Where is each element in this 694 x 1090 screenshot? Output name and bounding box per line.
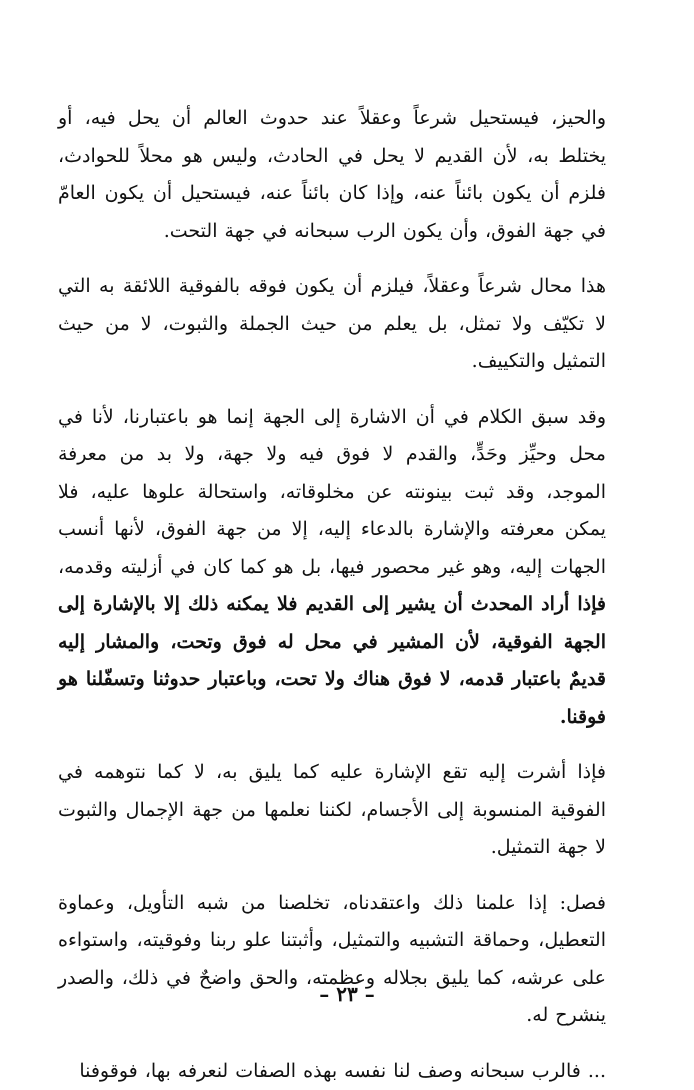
paragraph-5-text: إذا علمنا ذلك واعتقدناه، تخلصنا من شبه التأويل، وعماوة التعطيل، وحماقة التشبيه والتمثيل، وأثبتنا علو ربنا وفوقيته، واستواءه على عرشه، كما يليق بجلاله وعظمته، والحق واضحٌ في ذلك، والصدر ينشرح له. xyxy=(58,892,606,1027)
paragraph-3 xyxy=(58,399,606,737)
paragraph-2: هذا محال شرعاً وعقلاً، فيلزم أن يكون فوقه بالفوقية اللائقة به التي لا تكيّف ولا تمثل، بل يعلم من حيث الجملة والثبوت، لا من حيث التمثيل والتكييف. xyxy=(58,268,606,381)
paragraph-5 xyxy=(58,885,606,1035)
fasl-label: فصل: xyxy=(560,892,606,914)
paragraph-3-bold-text: فإذا أراد المحدث أن يشير إلى القديم فلا يمكنه ذلك إلا بالإشارة إلى الجهة الفوقية، لأن المشير في محل له فوق وتحت، والمشار إليه قديمٌ باعتبار قدمه، لا فوق هناك ولا تحت، وباعتبار حدوثنا وتسفّلنا هو فوقنا. xyxy=(58,593,606,728)
page-number: – ٢٣ – xyxy=(0,982,694,1006)
paragraph-4: فإذا أشرت إليه تقع الإشارة عليه كما يليق به، لا كما نتوهمه في الفوقية المنسوبة إلى الأجسام، لكننا نعلمها من جهة الإجمال والثبوت لا جهة التمثيل. xyxy=(58,754,606,867)
paragraph-3-text: وقد سبق الكلام في أن الاشارة إلى الجهة إنما هو باعتبارنا، لأنا في محل وحيِّز وحَدٍّ، والقدم لا فوق فيه ولا جهة، ولا بد من معرفة الموجد، وقد ثبت بينونته عن مخلوقاته، واستحالة علوها عليه، فلا يمكن معرفته والإشارة بالدعاء إليه، إلا من جهة الفوق، لأنها أنسب الجهات إليه، وهو غير محصور فيها، بل هو كما كان في أزليته وقدمه، xyxy=(58,406,606,578)
paragraph-1: والحيز، فيستحيل شرعاً وعقلاً عند حدوث العالم أن يحل فيه، أو يختلط به، لأن القديم لا يحل في الحادث، وليس هو محلاً للحوادث، فلزم أن يكون بائناً عنه، وإذا كان بائناً عنه، فيستحيل أن يكون العامّ في جهة الفوق، وأن يكون الرب سبحانه في جهة التحت. xyxy=(58,100,606,250)
paragraph-6: ... فالرب سبحانه وصف لنا نفسه بهذه الصفات لنعرفه بها، فوقوفنا xyxy=(58,1053,606,1090)
